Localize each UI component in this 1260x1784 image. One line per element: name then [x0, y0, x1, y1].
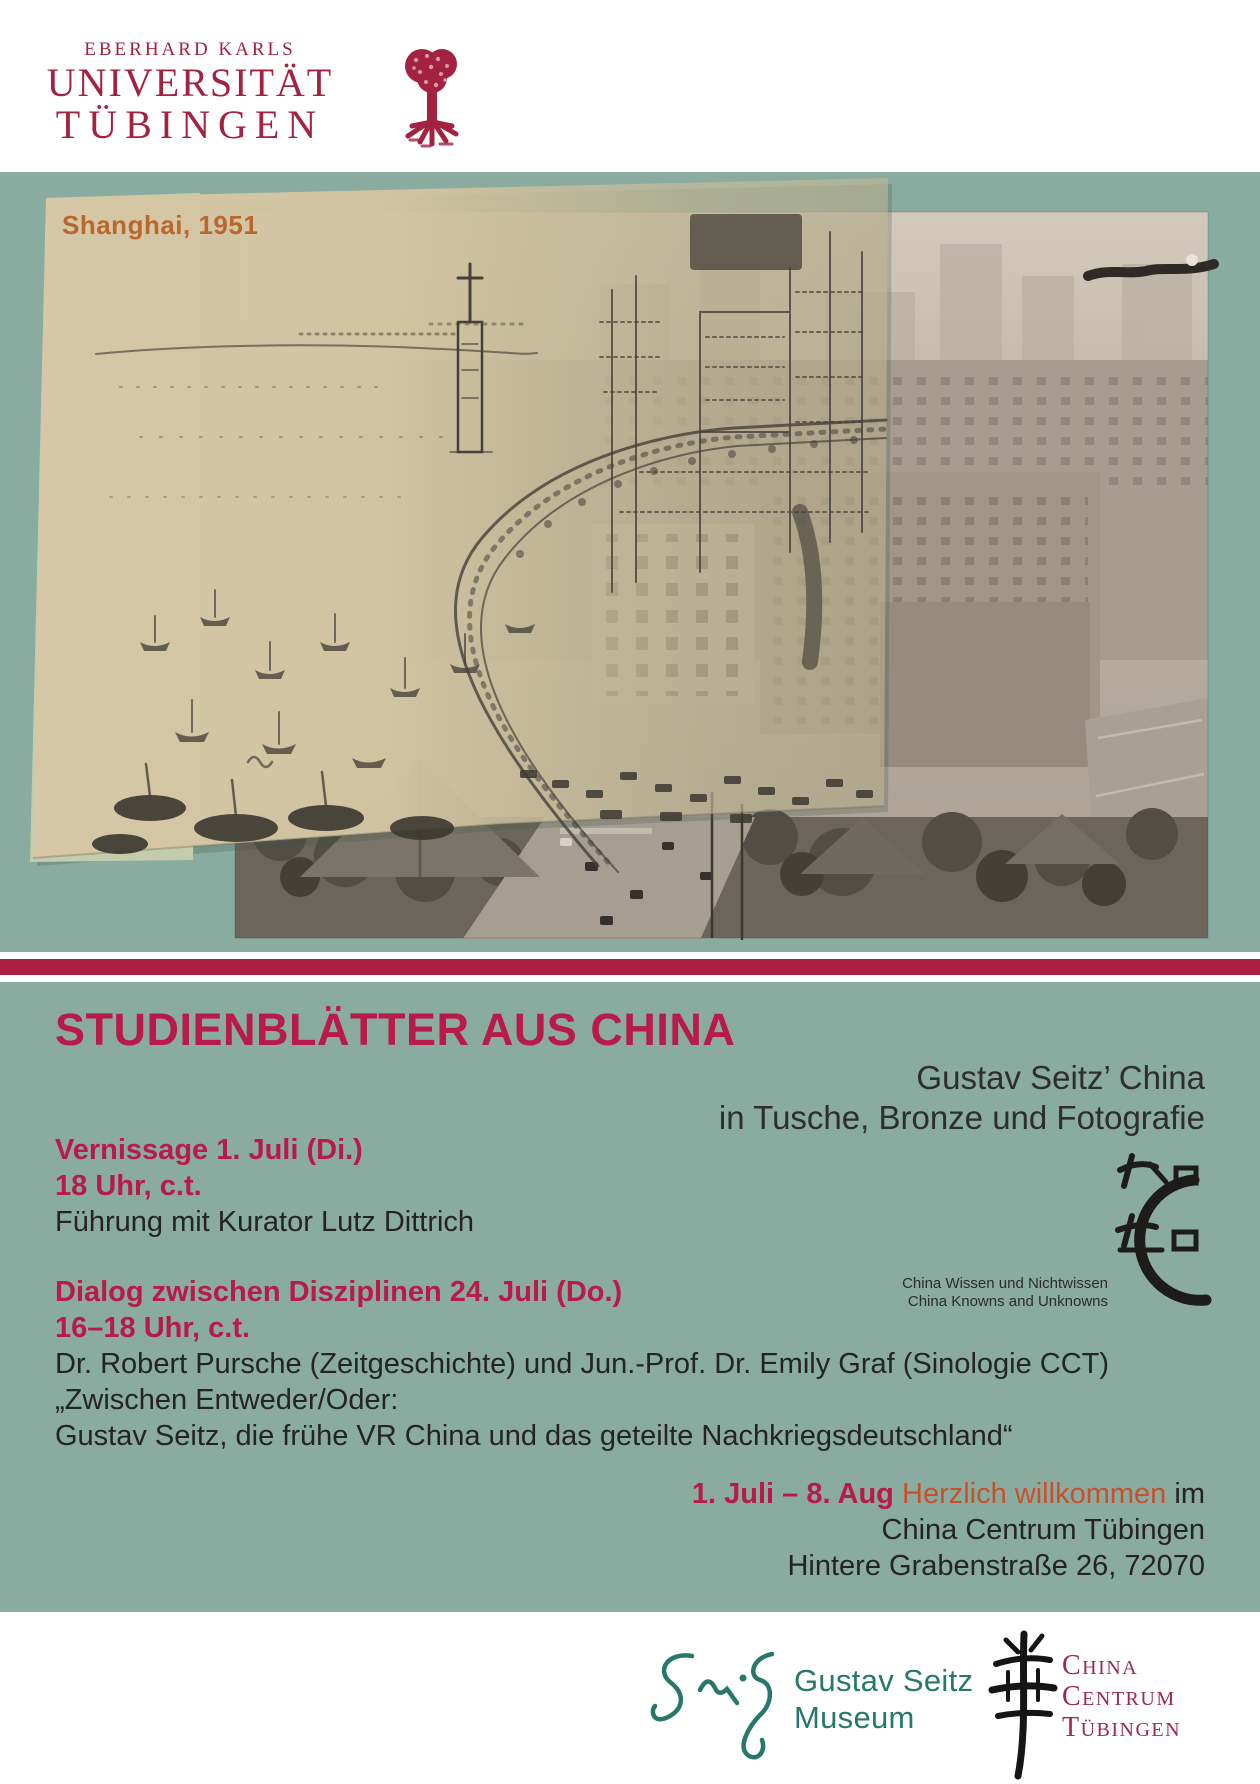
- divider-stripe: [0, 952, 1260, 982]
- china-wissen-line-de: China Wissen und Nichtwissen: [902, 1275, 1108, 1292]
- event-dialog-quote-2: Gustav Seitz, die frühe VR China und das geteilte Nachkriegsdeutschland“: [55, 1420, 1013, 1452]
- event-vernissage: [55, 1132, 474, 1240]
- visit-venue: China Centrum Tübingen: [881, 1514, 1205, 1546]
- university-name-line: UNIVERSITÄT: [46, 60, 334, 105]
- event-dialog-time: 16–18 Uhr, c.t.: [55, 1312, 251, 1344]
- cct-line-1: China: [1062, 1650, 1139, 1681]
- artwork-collage: [0, 172, 1260, 952]
- event-vernissage-time: 18 Uhr, c.t.: [55, 1170, 202, 1202]
- artwork-caption: Shanghai, 1951: [62, 210, 259, 240]
- museum-name-line-2: Museum: [794, 1700, 915, 1735]
- gustav-seitz-signature-icon: [648, 1646, 780, 1768]
- university-wordmark: [44, 40, 336, 145]
- china-wissen-calligraphy-icon: [1090, 1148, 1214, 1333]
- exhibition-title: STUDIENBLÄTTER AUS CHINA: [55, 1004, 736, 1055]
- visit-line-1: [692, 1476, 1205, 1512]
- content-band: [0, 982, 1260, 1612]
- cct-line-2: Centrum: [1062, 1681, 1176, 1712]
- visit-welcome: Herzlich willkommen: [902, 1478, 1167, 1510]
- gustav-seitz-museum-wordmark: [794, 1662, 973, 1736]
- event-vernissage-heading: Vernissage 1. Juli (Di.): [55, 1134, 363, 1166]
- shanghai-collage-image: [0, 172, 1260, 952]
- event-dialog-heading: Dialog zwischen Disziplinen 24. Juli (Do.): [55, 1276, 623, 1308]
- exhibition-subtitle: [719, 1058, 1205, 1138]
- university-city-line: TÜBINGEN: [55, 102, 325, 147]
- visit-dates: 1. Juli – 8. Aug: [691, 1478, 894, 1510]
- visit-info: [692, 1476, 1205, 1584]
- event-dialog-speakers: Dr. Robert Pursche (Zeitgeschichte) und Jun.-Prof. Dr. Emily Graf (Sinologie CCT): [55, 1348, 1110, 1380]
- event-dialog-quote-1: „Zwischen Entweder/Oder:: [55, 1384, 399, 1416]
- museum-name-line-1: Gustav Seitz: [794, 1663, 974, 1698]
- visit-suffix: im: [1174, 1478, 1205, 1510]
- visit-address: Hintere Grabenstraße 26, 72070: [787, 1550, 1205, 1582]
- china-centrum-wordmark: [1062, 1650, 1181, 1743]
- subtitle-line-2: in Tusche, Bronze und Fotografie: [718, 1099, 1205, 1136]
- event-vernissage-detail: Führung mit Kurator Lutz Dittrich: [55, 1206, 475, 1238]
- ink-drawing-paper: [33, 178, 888, 858]
- hua-calligraphy-icon: [986, 1624, 1060, 1784]
- subtitle-line-1: Gustav Seitz’ China: [916, 1059, 1205, 1096]
- china-wissen-line-en: China Knowns and Unknowns: [907, 1293, 1108, 1310]
- china-wissen-label: [902, 1275, 1108, 1311]
- university-pre-line: EBERHARD KARLS: [84, 39, 296, 60]
- university-tree-icon: [400, 44, 464, 158]
- cct-line-3: Tübingen: [1062, 1712, 1182, 1743]
